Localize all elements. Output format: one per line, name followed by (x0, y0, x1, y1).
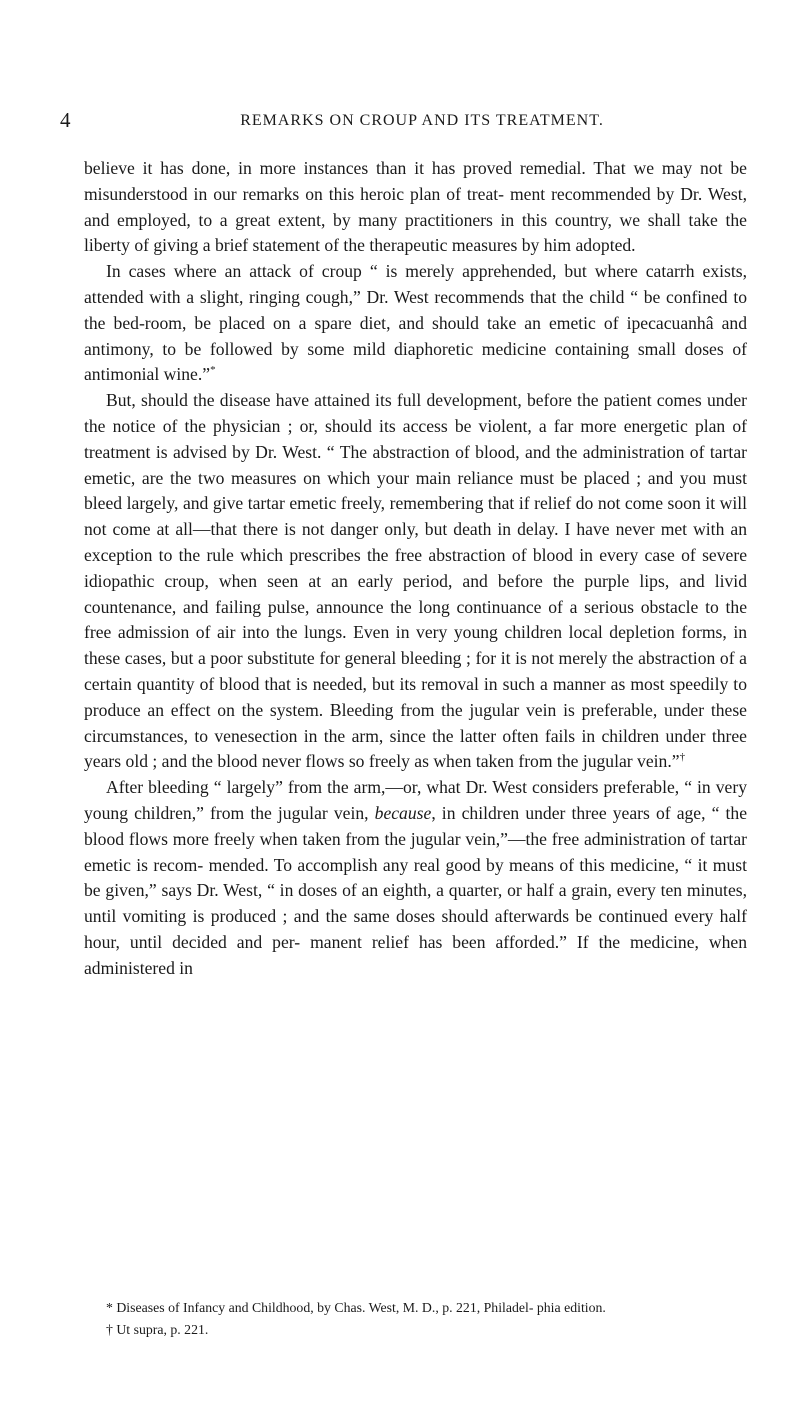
footnote: † Ut supra, p. 221. (106, 1322, 209, 1337)
body-text (84, 156, 747, 982)
paragraph-continuation (84, 156, 747, 259)
footnote-marker: * (210, 364, 216, 377)
running-head-title: REMARKS ON CROUP AND ITS TREATMENT. (240, 112, 604, 129)
paragraph-mild-cases (84, 259, 747, 388)
paragraph-text: believe it has done, in more instances than it has proved remedial. That we may not be misunderstood in our remarks on this heroic plan of treat- ment recommended by Dr. West, and employed, to a great extent, by many practitioners in this country, we shall take the liberty of giving a brief statement of the therapeutic measures by him adopted. (84, 158, 747, 256)
paragraph-severe-cases (84, 388, 747, 775)
paragraph-text: In cases where an attack of croup “ is merely apprehended, but where catarrh exists, attended with a slight, ringing cough,” Dr. West recommends that the child “ be confined to the bed-room, be placed on a spare diet, and should take an emetic of ipecacuanhâ and antimony, to be followed by some mild diaphoretic medicine containing small doses of antimonial wine.” (84, 261, 747, 385)
footnotes (84, 1297, 747, 1341)
page-number: 4 (60, 108, 71, 132)
italic-emphasis: because (374, 802, 432, 823)
paragraph-tartar-emetic (84, 775, 747, 981)
paragraph-text: But, should the disease have attained its full development, before the patient comes under the notice of the physician ; or, should its access be violent, a far more energetic plan of treatment is advised by Dr. West. “ The abstraction of blood, and the administration of tartar emetic, are the two measures on which your main reliance must be placed ; and you must bleed largely, and give tartar emetic freely, remembering that if relief do not come soon it will not come at all—that there is not danger only, but death in delay. I have never met with an exception to the rule which prescribes the free abstraction of blood in every case of severe idiopathic croup, when seen at an early period, and before the purple lips, and livid countenance, and failing pulse, announce the long continuance of a serious obstacle to the free admission of air into the lungs. Even in very young children local depletion forms, in these cases, but a poor substitute for general bleeding ; for it is not merely the abstraction of a certain quantity of blood that is needed, but its removal in such a manner as most speedily to produce an effect on the system. Bleeding from the jugular vein is preferable, under these circumstances, to venesection in the arm, since the latter often fails in children under three years old ; and the blood never flows so freely as when taken from the jugular vein.” (84, 390, 747, 772)
footnote: * Diseases of Infancy and Childhood, by Chas. West, M. D., p. 221, Philadel- phia edition. (106, 1300, 606, 1315)
footnote-marker: † (679, 751, 686, 764)
paragraph-text: After bleeding “ largely” from the arm,—or, what Dr. West considers preferable, “ in very young children,” from the jugular vein, (84, 777, 747, 823)
paragraph-text: , in children under three years of age, “ the blood flows more freely when taken from the jugular vein,”—the free administration of tartar emetic is recom- mended. To accomplish any real good by means of this medicine, “ it must be given,” says Dr. West, “ in doses of an eighth, a quarter, or half a grain, every ten minutes, until vomiting is produced ; and the same doses should afterwards be continued every half hour, until decided and per- manent relief has been afforded.” If the medicine, when administered in (84, 802, 748, 978)
running-head (60, 108, 750, 132)
